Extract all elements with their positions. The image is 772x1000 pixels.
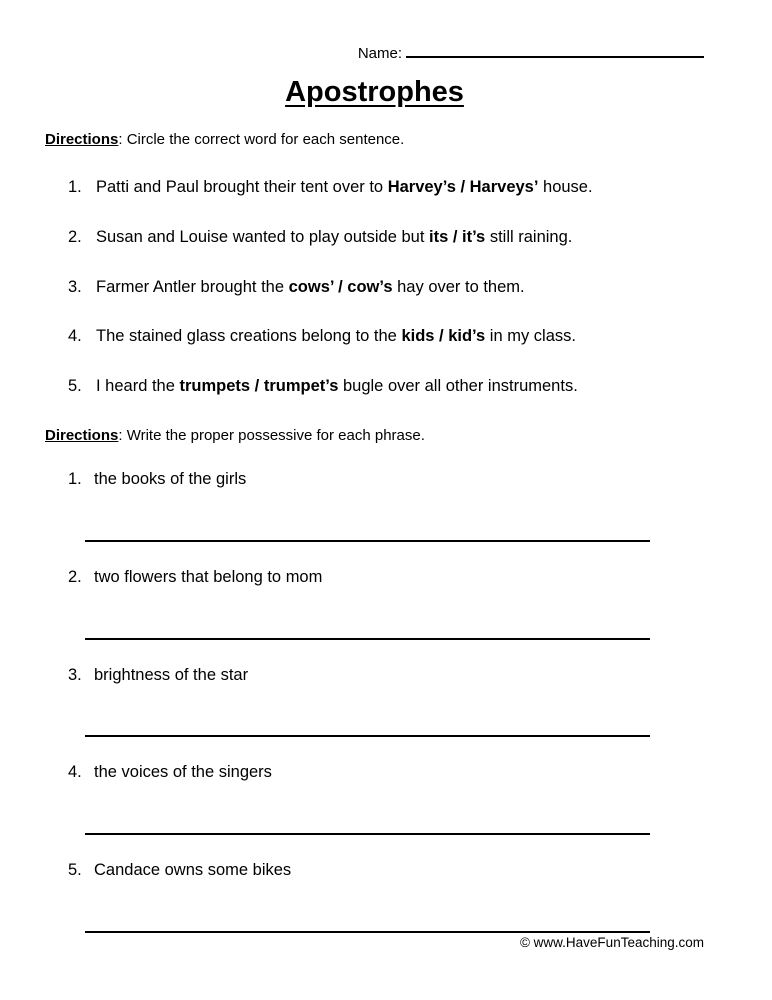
name-fill-line	[406, 42, 704, 58]
question-choice-text: its / it’s	[429, 227, 486, 246]
question-number: 4.	[68, 327, 82, 346]
phrase-item	[68, 470, 704, 542]
phrase-text: brightness of the star	[94, 665, 249, 684]
question-pre-text: Susan and Louise wanted to play outside but	[96, 227, 429, 246]
section1-directions-text: : Circle the correct word for each sentence.	[118, 131, 405, 148]
question-item	[68, 228, 704, 248]
page-title: Apostrophes	[285, 76, 464, 108]
section2-phrase-list	[45, 470, 704, 933]
phrase-row	[68, 470, 704, 490]
question-pre-text: Patti and Paul brought their tent over to	[96, 178, 388, 196]
question-number: 3.	[68, 277, 82, 296]
phrase-text: two flowers that belong to mom	[94, 567, 323, 586]
phrase-text: the books of the girls	[94, 469, 247, 488]
phrase-row	[68, 568, 704, 588]
phrase-row	[68, 666, 704, 686]
phrase-item	[68, 861, 704, 933]
question-choice-text: Harvey’s / Harveys’	[387, 178, 539, 196]
phrase-item	[68, 666, 704, 738]
question-text	[96, 228, 704, 248]
question-pre-text: The stained glass creations belong to the	[96, 327, 402, 346]
question-text	[96, 377, 704, 397]
question-item	[68, 327, 704, 347]
question-number: 1.	[68, 178, 82, 196]
answer-line	[85, 638, 650, 640]
answer-line	[85, 540, 650, 542]
question-choice-text: kids / kid’s	[401, 327, 486, 346]
answer-line	[85, 833, 650, 835]
question-choice-text: cows’ / cow’s	[288, 277, 393, 296]
phrase-item	[68, 763, 704, 835]
answer-line	[85, 931, 650, 933]
section1-question-list	[45, 178, 704, 397]
question-item	[68, 377, 704, 397]
phrase-row	[68, 861, 704, 881]
section1-directions	[45, 131, 704, 148]
question-text	[96, 327, 704, 347]
phrase-number: 4.	[68, 763, 82, 782]
phrase-number: 5.	[68, 861, 82, 880]
name-label: Name:	[357, 45, 402, 62]
question-post-text: still raining.	[485, 227, 573, 246]
question-number: 5.	[68, 377, 82, 396]
section2-directions	[45, 427, 704, 444]
phrase-row	[68, 763, 704, 783]
question-text	[96, 178, 704, 198]
phrase-number: 1.	[68, 469, 82, 488]
phrase-item	[68, 568, 704, 640]
question-text	[96, 278, 704, 298]
question-pre-text: I heard the	[96, 377, 180, 396]
name-row	[45, 42, 704, 62]
question-number: 2.	[68, 227, 82, 246]
question-post-text: bugle over all other instruments.	[338, 377, 578, 396]
question-pre-text: Farmer Antler brought the	[96, 277, 289, 296]
question-post-text: hay over to them.	[392, 277, 525, 296]
question-choice-text: trumpets / trumpet’s	[179, 377, 339, 396]
section2-directions-text: : Write the proper possessive for each phrase.	[118, 426, 425, 444]
question-post-text: house.	[538, 178, 593, 196]
phrase-number: 2.	[68, 567, 82, 586]
phrase-text: Candace owns some bikes	[94, 861, 292, 880]
copyright-text: © www.HaveFunTeaching.com	[519, 935, 704, 950]
section2-directions-label: Directions	[45, 426, 119, 444]
question-item	[68, 178, 704, 198]
answer-line	[85, 735, 650, 737]
section1-directions-label: Directions	[45, 131, 119, 148]
phrase-number: 3.	[68, 665, 82, 684]
question-post-text: in my class.	[485, 327, 576, 346]
phrase-text: the voices of the singers	[94, 763, 272, 782]
question-item	[68, 278, 704, 298]
